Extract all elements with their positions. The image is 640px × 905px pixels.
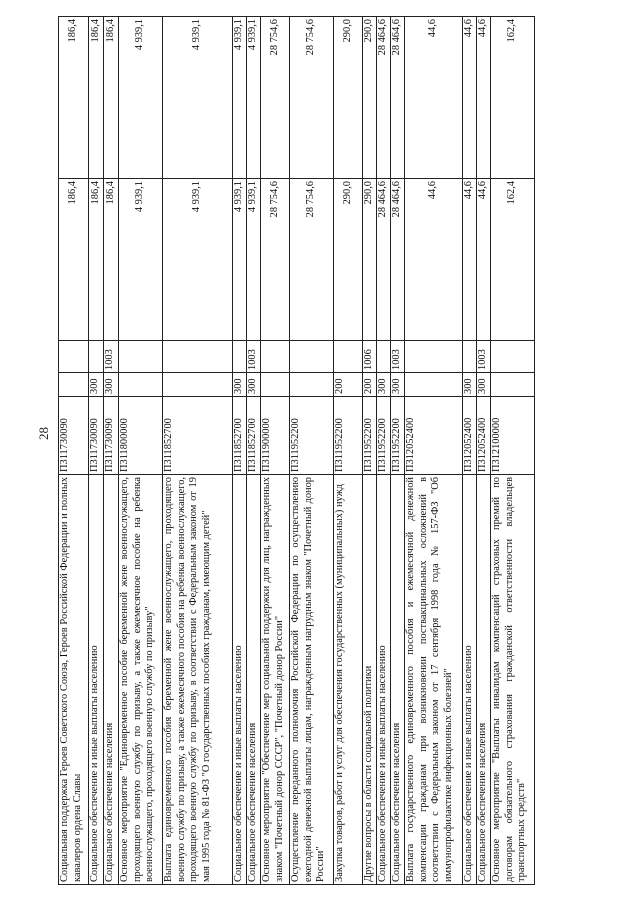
- amount-1: 162,4: [491, 179, 535, 341]
- amount-1: 28 754,6: [261, 179, 290, 341]
- amount-2: 4 939,1: [163, 17, 233, 179]
- target-article-code: П311730090: [104, 397, 119, 475]
- amount-1: 4 939,1: [163, 179, 233, 341]
- section-code: [119, 341, 163, 373]
- table-row: [247, 17, 261, 885]
- section-code: [334, 341, 363, 373]
- row-name: Социальное обеспечение населения: [104, 475, 119, 885]
- target-article-code: П311952200: [334, 397, 363, 475]
- expense-type-code: [290, 373, 334, 397]
- budget-table-container: [58, 17, 535, 885]
- amount-1: 4 939,1: [247, 179, 261, 341]
- expense-type-code: 300: [247, 373, 261, 397]
- section-code: 1006: [363, 341, 377, 373]
- expense-type-code: 200: [334, 373, 363, 397]
- table-row: [290, 17, 334, 885]
- budget-table-body: [59, 17, 535, 885]
- target-article-code: П312052400: [405, 397, 463, 475]
- section-code: [491, 341, 535, 373]
- target-article-code: П311952200: [290, 397, 334, 475]
- expense-type-code: 300: [89, 373, 104, 397]
- row-name: Социальное обеспечение и иные выплаты населению: [89, 475, 104, 885]
- expense-type-code: [261, 373, 290, 397]
- page-number: 28: [36, 427, 51, 440]
- expense-type-code: 300: [377, 373, 391, 397]
- expense-type-code: 300: [233, 373, 247, 397]
- table-row: [491, 17, 535, 885]
- amount-2: 4 939,1: [247, 17, 261, 179]
- expense-type-code: [163, 373, 233, 397]
- amount-2: 44,6: [463, 17, 477, 179]
- row-name: Основное мероприятие "Выплаты инвалидам компенсаций страховых премий по договорам обязательного страхования гражданской ответственности владельцев транспортных средств": [491, 475, 535, 885]
- amount-2: 162,4: [491, 17, 535, 179]
- table-row: [89, 17, 104, 885]
- section-code: [290, 341, 334, 373]
- row-name: Закупка товаров, работ и услуг для обеспечения государственных (муниципальных) нужд: [334, 475, 363, 885]
- row-name: Социальное обеспечение и иные выплаты населению: [377, 475, 391, 885]
- target-article-code: П312100000: [491, 397, 535, 475]
- target-article-code: П311852700: [247, 397, 261, 475]
- target-article-code: П311952200: [377, 397, 391, 475]
- expense-type-code: 200: [363, 373, 377, 397]
- row-name: Социальная поддержка Героев Советского Союза, Героев Российской Федерации и полных кавалеров ордена Славы: [59, 475, 89, 885]
- amount-2: 28 754,6: [261, 17, 290, 179]
- target-article-code: П311952200: [391, 397, 405, 475]
- section-code: [233, 341, 247, 373]
- section-code: 1003: [477, 341, 491, 373]
- table-row: [391, 17, 405, 885]
- row-name: Основное мероприятие "Обеспечение мер социальной поддержки для лиц, награжденных знаком "Почетный донор СССР", "Почетный донор России": [261, 475, 290, 885]
- expense-type-code: [59, 373, 89, 397]
- amount-1: 186,4: [89, 179, 104, 341]
- target-article-code: П311852700: [163, 397, 233, 475]
- amount-2: 44,6: [405, 17, 463, 179]
- amount-2: 4 939,1: [233, 17, 247, 179]
- expense-type-code: 300: [104, 373, 119, 397]
- amount-1: 4 939,1: [119, 179, 163, 341]
- amount-2: 186,4: [104, 17, 119, 179]
- amount-1: 186,4: [104, 179, 119, 341]
- budget-table: [58, 16, 535, 885]
- amount-1: 186,4: [59, 179, 89, 341]
- target-article-code: П311730090: [89, 397, 104, 475]
- section-code: 1003: [104, 341, 119, 373]
- section-code: 1003: [247, 341, 261, 373]
- section-code: [463, 341, 477, 373]
- amount-1: 44,6: [463, 179, 477, 341]
- section-code: [261, 341, 290, 373]
- expense-type-code: 300: [391, 373, 405, 397]
- amount-2: 186,4: [89, 17, 104, 179]
- amount-1: 28 754,6: [290, 179, 334, 341]
- row-name: Выплата государственного единовременного пособия и ежемесячной денежной компенсации гражданам при возникновении поствакцинальных осложнений в соответствии с Федеральным законом от 17 сентября 1998 года № 157-ФЗ "Об иммунопрофилактике инфекционных болезней": [405, 475, 463, 885]
- expense-type-code: [119, 373, 163, 397]
- amount-2: 4 939,1: [119, 17, 163, 179]
- table-row: [104, 17, 119, 885]
- target-article-code: П311800000: [119, 397, 163, 475]
- row-name: Социальное обеспечение и иные выплаты населению: [463, 475, 477, 885]
- amount-2: 44,6: [477, 17, 491, 179]
- table-row: [363, 17, 377, 885]
- row-name: Основное мероприятие "Единовременное пособие беременной жене военнослужащего, проходящего военную службу по призыву, а также ежемесячное пособие на ребенка военнослужащего, проходящего военную службу по призыву": [119, 475, 163, 885]
- section-code: [163, 341, 233, 373]
- section-code: 1003: [391, 341, 405, 373]
- amount-1: 28 464,6: [377, 179, 391, 341]
- table-row: [477, 17, 491, 885]
- table-row: [405, 17, 463, 885]
- amount-2: 28 464,6: [377, 17, 391, 179]
- amount-1: 4 939,1: [233, 179, 247, 341]
- amount-2: 290,0: [363, 17, 377, 179]
- amount-2: 28 754,6: [290, 17, 334, 179]
- amount-2: 28 464,6: [391, 17, 405, 179]
- table-row: [59, 17, 89, 885]
- amount-1: 44,6: [477, 179, 491, 341]
- row-name: Другие вопросы в области социальной политики: [363, 475, 377, 885]
- table-row: [233, 17, 247, 885]
- section-code: [89, 341, 104, 373]
- target-article-code: П312052400: [477, 397, 491, 475]
- amount-1: 28 464,6: [391, 179, 405, 341]
- table-row: [334, 17, 363, 885]
- table-row: [163, 17, 233, 885]
- table-row: [261, 17, 290, 885]
- target-article-code: П311852700: [233, 397, 247, 475]
- amount-1: 290,0: [334, 179, 363, 341]
- amount-1: 44,6: [405, 179, 463, 341]
- table-row: [119, 17, 163, 885]
- amount-1: 290,0: [363, 179, 377, 341]
- row-name: Социальное обеспечение населения: [391, 475, 405, 885]
- section-code: [377, 341, 391, 373]
- table-row: [377, 17, 391, 885]
- target-article-code: П311730090: [59, 397, 89, 475]
- section-code: [59, 341, 89, 373]
- target-article-code: П312052400: [463, 397, 477, 475]
- section-code: [405, 341, 463, 373]
- table-row: [463, 17, 477, 885]
- row-name: Выплата единовременного пособия беременной жене военнослужащего, проходящего военную службу по призыву, а также ежемесячного пособия на ребенка военнослужащего, проходящего военную службу по призыву, в соответствии с Федеральным законом от 19 мая 1995 года № 81-ФЗ "О государственных пособиях гражданам, имеющим детей": [163, 475, 233, 885]
- row-name: Социальное обеспечение населения: [477, 475, 491, 885]
- expense-type-code: 300: [463, 373, 477, 397]
- amount-2: 290,0: [334, 17, 363, 179]
- expense-type-code: [405, 373, 463, 397]
- target-article-code: П311900000: [261, 397, 290, 475]
- expense-type-code: [491, 373, 535, 397]
- row-name: Социальное обеспечение и иные выплаты населению: [233, 475, 247, 885]
- target-article-code: П311952200: [363, 397, 377, 475]
- row-name: Осуществление переданного полномочия Российской Федерации по осуществлению ежегодной денежной выплаты лицам, награжденным нагрудным знаком "Почетный донор России": [290, 475, 334, 885]
- expense-type-code: 300: [477, 373, 491, 397]
- amount-2: 186,4: [59, 17, 89, 179]
- row-name: Социальное обеспечение населения: [247, 475, 261, 885]
